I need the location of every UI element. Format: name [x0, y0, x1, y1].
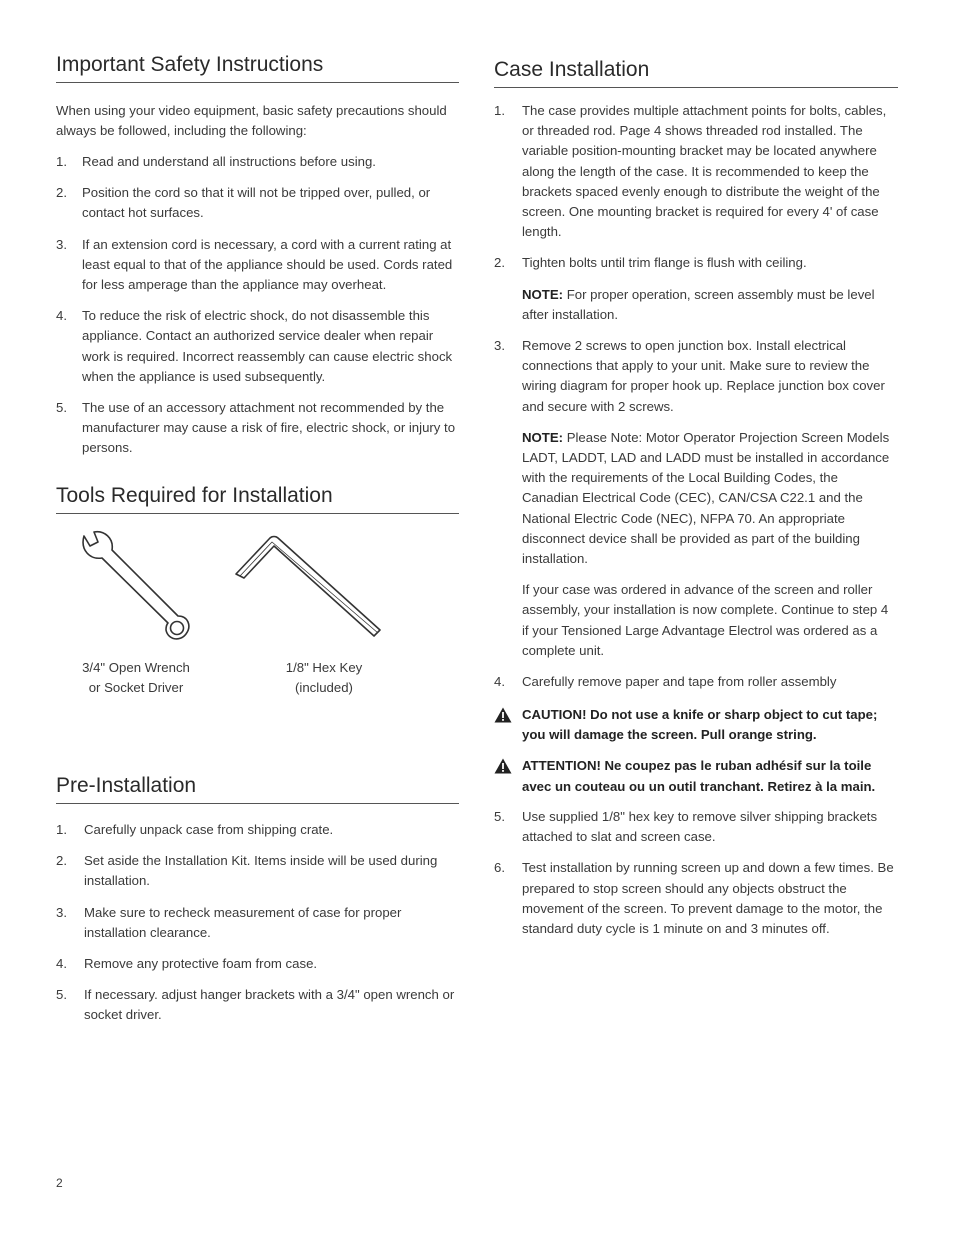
- list-item: 3. Remove 2 screws to open junction box. Install electrical connections that apply to your unit. Make sure to review the wiring diagram for proper hook up. Replace junction box cover and secure with 2 screws. NOTE: Please Note: Motor Operator Projection Screen Models LADT, LADDT, LAD and LADD must be installed in accordance with the requirements of the Local Building Codes, the Canadian Electrical Code (CEC), CAN/CSA C22.1 and the National Electric Code (NEC), NFPA 70. An appropriate disconnect device shall be provided as part of the building installation. If your case was ordered in advance of the screen and roller assembly, your installation is now complete. Continue to step 4 if your Tensioned Large Advantage Electrol was ordered as a complete unit.: [494, 336, 898, 661]
- wrench-icon: [76, 530, 192, 644]
- hex-key-label: 1/8" Hex Key (included): [285, 660, 363, 696]
- caution-warning: CAUTION! Do not use a knife or sharp object to cut tape; you will damage the screen. Pull orange string.: [494, 705, 898, 745]
- safety-heading: Important Safety Instructions: [56, 52, 459, 83]
- list-item: 6. Test installation by running screen up and down a few times. Be prepared to stop screen should any objects obstruct the movement of the screen. To prevent damage to the motor, the standard duty cycle is 1 minute on and 3 minutes off.: [494, 860, 894, 937]
- list-item: 5. Use supplied 1/8" hex key to remove silver shipping brackets attached to slat and screen case.: [494, 809, 878, 845]
- note-text: NOTE: Please Note: Motor Operator Projection Screen Models LADT, LADDT, LAD and LADD must be installed in accordance with the requirements of the Local Building Codes, the Canadian Electrical Code (CEC), CAN/CSA C22.1 and the National Electric Code (NEC), NFPA 70. An appropriate disconnect device shall be provided as part of the building installation.: [522, 429, 890, 567]
- hex-key-icon: [234, 534, 384, 638]
- list-item: 5. If necessary. adjust hanger brackets with a 3/4" open wrench or socket driver.: [56, 987, 455, 1023]
- warning-triangle-icon: [494, 707, 512, 723]
- case-heading: Case Installation: [494, 57, 898, 88]
- paragraph: If your case was ordered in advance of the screen and roller assembly, your installation is now complete. Continue to step 4 if your Tensioned Large Advantage Electrol was ordered as a complete unit.: [522, 582, 889, 658]
- list-item: 2. Position the cord so that it will not be tripped over, pulled, or contact hot surfaces.: [56, 185, 431, 221]
- wrench-label: 3/4" Open Wrench or Socket Driver: [82, 660, 190, 696]
- attention-warning: ATTENTION! Ne coupez pas le ruban adhésif sur la toile avec un couteau ou un outil tranchant. Retirez à la main.: [494, 756, 898, 796]
- list-item: 3. If an extension cord is necessary, a cord with a current rating at least equal to that of the appliance should be used. Cords rated for less amperage than the appliance may overheat.: [56, 236, 453, 293]
- list-item: 4. Remove any protective foam from case.: [56, 956, 318, 972]
- case-list-continued: [494, 807, 898, 950]
- list-item: 1. Read and understand all instructions before using.: [56, 154, 376, 169]
- case-list: [494, 101, 898, 703]
- list-item: 4. To reduce the risk of electric shock, do not disassemble this appliance. Contact an authorized service dealer when repair work is required. Incorrect reassembly can cause electric shock when the appliance is used subsequently.: [56, 308, 453, 384]
- list-item: 5. The use of an accessory attachment not recommended by the manufacturer may cause a risk of fire, electric shock, or injury to persons.: [56, 400, 456, 456]
- list-item: 1. Carefully unpack case from shipping crate.: [56, 822, 334, 837]
- preinstall-list: [56, 820, 459, 1037]
- warning-triangle-icon: [494, 758, 512, 774]
- list-item: 2. Set aside the Installation Kit. Items inside will be used during installation.: [56, 853, 438, 889]
- tools-heading: Tools Required for Installation: [56, 483, 459, 514]
- page-number: 2: [56, 1176, 63, 1190]
- preinstall-heading: Pre-Installation: [56, 773, 459, 804]
- list-item: 3. Make sure to recheck measurement of case for proper installation clearance.: [56, 904, 402, 940]
- safety-intro: When using your video equipment, basic safety precautions should always be followed, including the following:: [56, 103, 447, 139]
- list-item: 2. Tighten bolts until trim flange is flush with ceiling. NOTE: For proper operation, screen assembly must be level after installation.: [494, 253, 898, 325]
- list-item: 1. The case provides multiple attachment points for bolts, cables, or threaded rod. Page 4 shows threaded rod installed. The variable position-mounting bracket may be located anywhere along the length of the case. It is recommended to keep the brackets spaced evenly enough to distribute the weight of the screen. One mounting bracket is required for every 4' of case length.: [494, 103, 887, 240]
- note-text: NOTE: For proper operation, screen assembly must be level after installation.: [522, 286, 875, 322]
- safety-list: [56, 152, 459, 470]
- list-item: 4. Carefully remove paper and tape from roller assembly: [494, 674, 837, 690]
